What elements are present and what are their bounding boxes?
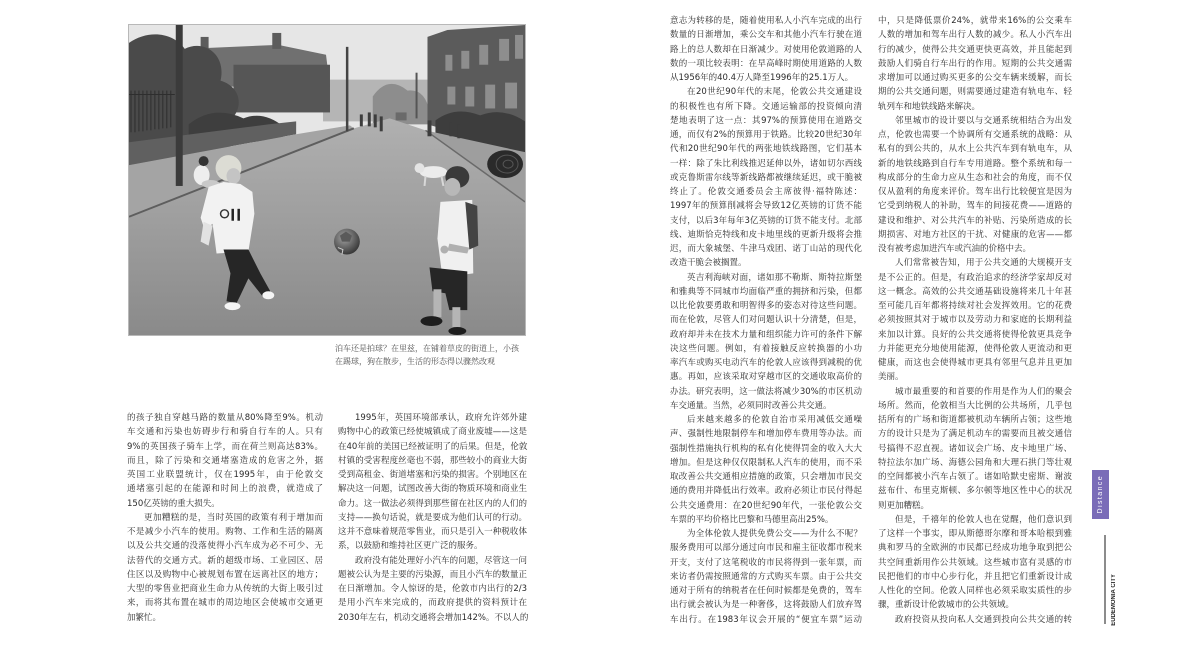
text-line: 意志为转移的是，随着使用私人小汽车完成的出行 xyxy=(670,16,862,26)
text-line: 在20世纪90年代的末尾，伦敦公共交通建设 xyxy=(687,87,862,98)
text-line: 人们常常被告知，用于公共交通的大规模开支 xyxy=(895,258,1072,269)
caption-line: 在踢球，狗在散步，生活的形态得以骤然改观 xyxy=(335,357,495,366)
text-line: 服务费用可以部分通过向市民和雇主征收都市税来 xyxy=(670,543,862,554)
text-line: 方的设计只是为了满足机动车的需要而且被交通信 xyxy=(878,429,1072,440)
text-line: 建设和维护、对公共汽车的补贴、污染所造成的长 xyxy=(878,215,1072,226)
text-line: 特拉法尔加广场、海德公园角和大理石拱门等壮观 xyxy=(878,457,1072,468)
text-line: 办法。研究表明，这一做法将减少30%的市区机动 xyxy=(670,386,862,397)
text-line: 和雅典等不同城市均面临严重的拥挤和污染，但都 xyxy=(670,286,862,297)
text-line: 人性化的空间。伦敦人同样也必须采取实质性的步 xyxy=(878,586,1072,596)
text-line: 来加以计算。良好的公共交通将使得伦敦更具竞争 xyxy=(878,329,1072,340)
text-line: 期损害、对地方社区的干扰、对健康的危害——都 xyxy=(878,229,1072,240)
text-column-right-1 xyxy=(670,14,862,627)
text-line: 后来越来越多的伦敦自治市采用减低交通噪 xyxy=(687,415,862,425)
photo-scene xyxy=(129,25,525,335)
text-line: 点，伦敦也需要一个协调所有交通系统的战略：从 xyxy=(878,130,1072,140)
text-line: 政府却并未在技术力量和组织能力许可的条件下解 xyxy=(670,329,862,340)
text-line: 号搞得不忍直视。诸如议会广场、皮卡地里广场、 xyxy=(878,443,1072,454)
text-line: 法替代的交通方式。新的超级市场、工业园区、居 xyxy=(127,555,323,566)
text-line: 加繁忙。 xyxy=(127,612,162,623)
running-title xyxy=(1109,576,1118,624)
text-line: 这一概念。高效的公共交通基础设施将来几十年甚 xyxy=(878,286,1072,297)
text-line: 仅从盈利的角度来评价。驾车出行比较便宜是因为 xyxy=(878,187,1072,197)
text-line: 健康，而这也会使得城市更具有邻里气息并且更加 xyxy=(878,358,1072,368)
section-tab xyxy=(1092,470,1109,519)
text-line: 系，以鼓励和维持社区更广泛的服务。 xyxy=(338,541,483,552)
text-line: 而在伦敦，尽管人们对问题认识十分清楚，但是， xyxy=(670,315,862,326)
text-line: 车出行。在1983年议会开展的“便宜车票”运动 xyxy=(670,614,862,625)
text-line: 以及公共交通的没落使得小汽车成为必不可少、无 xyxy=(127,541,323,552)
text-line: 一样：除了朱比利线推迟延伸以外，诸如切尔西线 xyxy=(670,158,862,169)
text-line: 村镇的受害程度丝毫也不弱，那些较小的商业大街 xyxy=(338,455,527,466)
text-line: 购物中心的政策已经使城镇成了商业废墟——这是 xyxy=(338,427,527,438)
paragraph xyxy=(878,114,1072,257)
left-house-wall xyxy=(233,65,330,113)
text-line: 典和罗马的全欧洲的市民都已经成功地争取到把公 xyxy=(878,543,1072,554)
text-line: 兹布什、布里克斯顿、多尔顿等地区性中心的状况 xyxy=(878,486,1072,497)
photo-caption xyxy=(335,342,529,368)
text-line: 英吉利海峡对面，诸如那不勒斯、斯特拉斯堡 xyxy=(687,272,862,283)
text-line: 的孩子独自穿越马路的数量从80%降至9%。机动 xyxy=(127,413,323,423)
text-line: 的积极性也有所下降。交通运输部的投资倾向清 xyxy=(670,101,862,112)
text-line: 英国工业联盟统计，仅在1995年，由于伦敦交 xyxy=(127,470,323,480)
text-line: 鼓励人们骑自行车出行的作用。短期的公共交通需 xyxy=(878,58,1072,69)
text-line: 路上的总人数却在日渐减少。对使用伦敦道路的人 xyxy=(670,44,862,55)
text-line: 通对于所有的纳税者在任何时候都是免费的，驾车 xyxy=(670,586,862,596)
text-line: 支付，以后3年每年3亿英镑的订货不能支付。北部 xyxy=(670,215,862,226)
street-lamp-pole xyxy=(346,47,348,131)
text-column-left-1 xyxy=(127,411,323,625)
text-line: 没有被考虑加进汽车或汽油的价格中去。 xyxy=(878,244,1032,254)
text-line: 城市最重要的和首要的作用是作为人们的聚会 xyxy=(895,386,1072,397)
text-line: 中，只是降低票价24%，就带来16%的公交乘车 xyxy=(878,16,1072,26)
text-line: 美丽。 xyxy=(878,372,904,383)
text-line: 住区以及购物中心被规划布置在远离社区的地方； xyxy=(127,569,323,580)
text-line: 2030年左右，机动交通将会增加142%。不以人的 xyxy=(338,612,529,623)
text-line: 车交通和污染也妨碍步行和骑自行车的人。只有 xyxy=(127,427,323,438)
text-line: 通的费用并降低出行效率。政府必须让市民付得起 xyxy=(670,486,862,497)
turf-roll xyxy=(487,150,523,178)
text-line: 楚地表明了这一点：其97%的预算使用在道路交 xyxy=(670,115,862,126)
paragraph xyxy=(338,554,527,625)
distant-car xyxy=(396,112,407,120)
text-line: 车票的平均价格比巴黎和马德里高出25%。 xyxy=(670,514,834,525)
text-line: 求增加可以通过购买更多的公交车辆来缓解，而长 xyxy=(878,73,1072,83)
text-column-right-2 xyxy=(878,14,1072,627)
text-line: 行的减少，使得公共交通更快更高效，并且能起到 xyxy=(878,44,1072,55)
text-line: 这并不意味着规范零售业，而只是引入一种税收体 xyxy=(338,527,527,537)
text-line: 但是，千禧年的伦敦人也在觉醒，他们意识到 xyxy=(895,514,1072,525)
text-line: 至可能几百年都将持续对社会发挥效用。它的花费 xyxy=(878,301,1072,311)
paragraph xyxy=(127,511,323,625)
text-line: 来访者仍需按照通常的方式购买车票。由于公共交 xyxy=(670,571,862,582)
text-line: 150亿英镑的重大损失。 xyxy=(127,498,220,509)
text-line: 代和20世纪90年代的两张地铁线路图，它们基本 xyxy=(670,144,862,155)
text-line: 终止了。伦敦交通委员会主席彼得·福特陈述： xyxy=(670,187,862,197)
paragraph xyxy=(878,513,1072,613)
paragraph xyxy=(670,413,862,527)
text-line: 为全体伦敦人提供免费公交——为什么不呢？ xyxy=(687,529,862,539)
text-line: 构成部分的生命力应从生态和社会的角度，而不仅 xyxy=(878,172,1072,183)
text-line: 车交通量。当然，必须同时改善公共交通。 xyxy=(670,400,832,411)
text-line: 骤，重新设计伦敦城市的公共领域。 xyxy=(878,600,1015,611)
text-line: 民把他们的市中心步行化，并且把它们重新设计成 xyxy=(878,571,1072,582)
text-line: 不是减少小汽车的使用。购物、工作和生活的隔离 xyxy=(127,527,323,537)
text-line: 数量的日渐增加，乘公交车和其他小汽车行驶在道 xyxy=(670,30,862,41)
text-line: 迟，而大象城堡、牛津马戏团、诺丁山站的现代化 xyxy=(670,244,862,254)
text-line: 是用小汽车来完成的，而政府提供的资料预计在 xyxy=(338,598,527,609)
telegraph-pole xyxy=(176,25,183,186)
text-line: 的空间都被小汽车占领了。诸如哈默史密斯、谢波 xyxy=(878,472,1072,482)
text-line: 是不公正的。但是，有政治追求的经济学家却反对 xyxy=(878,272,1072,283)
text-line: 1997年的预算削减将会导致12亿英镑的订货不能 xyxy=(670,201,862,212)
paragraph xyxy=(670,14,862,85)
text-line: 解决这一问题，试图改善大街的物质环境和商业生 xyxy=(338,484,527,495)
caption-line: 泊车还是拍球？在里兹，在铺着草皮的街道上，小孩 xyxy=(335,344,519,353)
text-line: 声、强制性地限制停车和增加停车费用等办法。而 xyxy=(670,429,862,440)
text-line: 更加糟糕的是，当时英国的政策有利于增加而 xyxy=(144,512,323,523)
text-line: 公共交通费用：在20世纪90年代，一张伦敦公交 xyxy=(670,500,862,511)
text-line: 括所有的广场和街道都被机动车辆所占领；这些地 xyxy=(878,415,1072,425)
text-line: 通，而仅有2%的预算用于铁路。比较20世纪30年 xyxy=(670,130,862,140)
section-tab-label: Distance xyxy=(1097,475,1104,514)
text-column-left-2 xyxy=(338,411,527,625)
text-line: 了这样一个事实，即从斯德哥尔摩和哥本哈根到雅 xyxy=(878,529,1072,539)
text-line: 通堵塞引起的在能源和时间上的浪费，就造成了 xyxy=(127,484,323,495)
text-line: 新的地铁线路到自行车专用道路。整个系统和每一 xyxy=(878,158,1072,169)
text-line: 来，而将其布置在城市的周边地区会使城市交通更 xyxy=(127,598,323,609)
text-line: 政府投资从投向私人交通到投向公共交通的转 xyxy=(895,614,1072,625)
text-line: 共空间重新用作公共领域。这些城市富有灵感的市 xyxy=(878,557,1072,568)
text-line: 力并能更充分地使用能源，使得伦敦人更流动和更 xyxy=(878,343,1072,354)
vertical-rule xyxy=(1104,535,1106,624)
text-line: 线、迪斯恰克特线和皮卡地里线的更新升级将会推 xyxy=(670,229,862,240)
paragraph xyxy=(338,411,527,554)
text-line: 必须按照其对于城市以及劳动力和家庭的长期利益 xyxy=(878,315,1072,326)
text-line: 开支，支付了这笔税收的市民将得到一张年票，而 xyxy=(670,557,862,568)
text-line: 决这些问题。例如，有着接触反应转换器的小功 xyxy=(670,343,862,354)
text-line: 政府没有能处理好小汽车的问题，尽管这一问 xyxy=(355,555,527,566)
text-line: 强制性措施执行机构的私有化使得罚金的收入大大 xyxy=(670,443,862,454)
text-line: 它受到纳税人的补助，驾车的间接花费——道路的 xyxy=(878,201,1072,212)
text-line: 支持——换句话说，就是要成为他们认可的行动。 xyxy=(338,512,527,523)
text-line: 在日渐增加。令人惊讶的是，伦敦市内出行的2/3 xyxy=(338,584,527,594)
text-line: 从1956年的40.4万人降至1996年的25.1万人。 xyxy=(670,73,854,83)
running-title-text: EUDEMONIA CITY xyxy=(1110,574,1117,626)
text-line: 命力。这一做法必须得到那些留在社区内的人们的 xyxy=(338,498,527,509)
paragraph xyxy=(670,85,862,270)
football xyxy=(334,229,360,255)
text-line: 则更加糟糕。 xyxy=(878,500,930,511)
text-line: 率汽车或购买电动汽车的伦敦人应该得到减税的优 xyxy=(670,358,862,368)
text-line: 或克鲁斯雷尔线等新线路都被继续延迟，或干脆被 xyxy=(670,172,862,183)
text-line: 1995年，英国环境部承认，政府允许郊外建 xyxy=(355,413,527,423)
text-line: 出行就会被认为是一种奢侈，这将鼓励人们放弃驾 xyxy=(670,600,862,611)
text-line: 9%的英国孩子骑车上学，而在荷兰则高达83%。 xyxy=(127,441,323,452)
chimney xyxy=(272,33,281,49)
paragraph xyxy=(878,256,1072,384)
street-lamp-pole xyxy=(416,73,418,119)
text-line: 数的一项比较表明：在早高峰时期使用道路的人数 xyxy=(670,58,862,69)
text-line: 题被公认为是主要的污染源，而且小汽车的数量正 xyxy=(338,569,527,580)
text-line: 改造干脆会被搁置。 xyxy=(670,258,747,269)
text-line: 以比伦敦要勇敢和明智得多的姿态对待这些问题。 xyxy=(670,301,862,311)
paragraph xyxy=(878,14,1072,114)
text-line: 私有的到公共的，从水上公共汽车到有轨电车，从 xyxy=(878,144,1072,155)
street-football-photo xyxy=(128,24,526,336)
text-line: 在40年前的美国已经被证明了的后果。但是，伦敦 xyxy=(338,441,528,452)
text-line: 惠。再如，应该采取对穿越市区的交通收取高价的 xyxy=(670,372,862,383)
text-line: 轨列车和地铁线路来解决。 xyxy=(878,101,981,112)
text-line: 期的公共交通问题，则需要通过建造有轨电车、轻 xyxy=(878,87,1072,98)
paragraph xyxy=(878,613,1072,627)
text-line: 邻里城市的设计要以与交通系统相结合为出发 xyxy=(895,115,1072,126)
text-line: 取改善公共交通相应措施的政策，只会增加市民交 xyxy=(670,472,862,482)
paragraph xyxy=(670,271,862,414)
text-line: 场所。然而，伦敦相当大比例的公共场所，几乎包 xyxy=(878,400,1072,411)
text-line: 受到高租金、街道堵塞和污染的损害。个别地区在 xyxy=(338,470,527,480)
text-line: 人数的增加和驾车出行人数的减少。私人小汽车出 xyxy=(878,30,1072,41)
text-line: 而且，除了污染和交通堵塞造成的危害之外，据 xyxy=(127,455,323,466)
paragraph xyxy=(127,411,323,511)
paragraph xyxy=(670,527,862,627)
paragraph xyxy=(878,385,1072,513)
text-line: 增加。但是这种仅仅限制私人汽车的使用，而不采 xyxy=(670,457,862,468)
text-line: 大型的零售业把商业生命力从传统的大街上吸引过 xyxy=(127,584,323,594)
